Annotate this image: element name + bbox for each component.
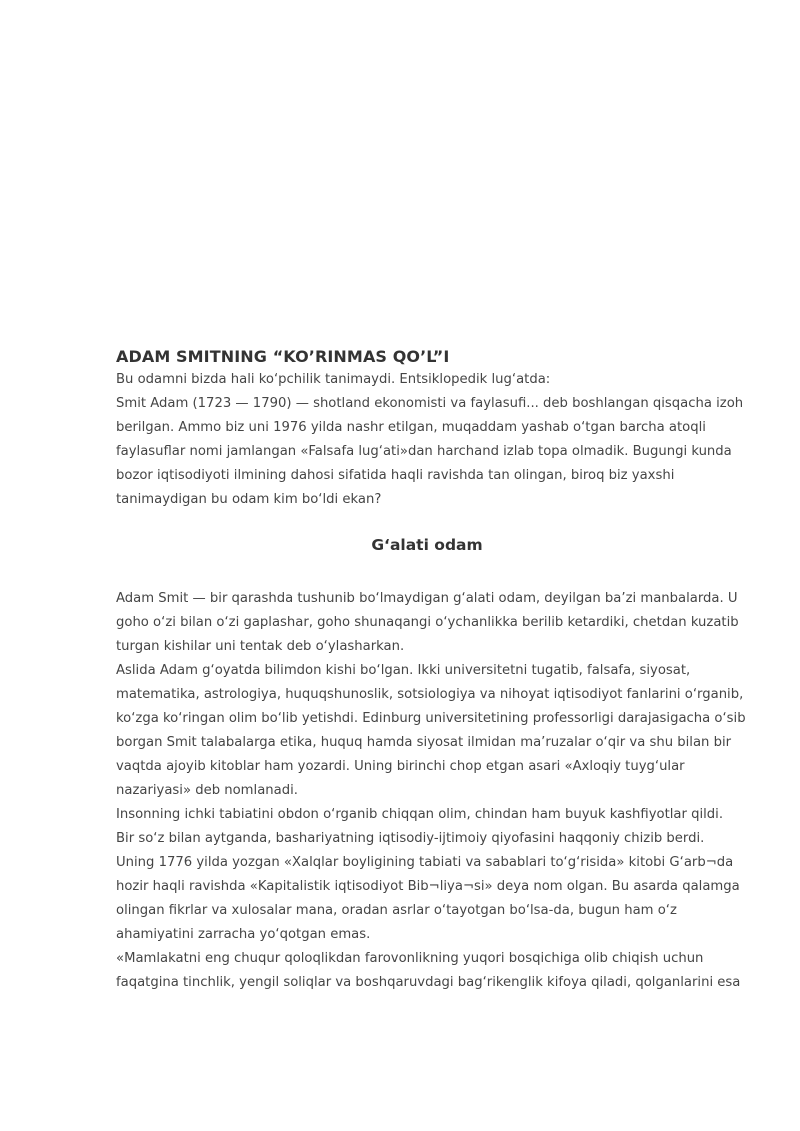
text-line: Uning 1776 yilda yozgan «Xalqlar boyligining tabiati va sabablari to‘g‘risida» kitobi G‘arb¬da bbox=[116, 855, 734, 870]
text-line: nazariyasi» deb nomlanadi. bbox=[116, 783, 298, 798]
text-line: matematika, astrologiya, huquqshunoslik, sotsiologiya va nihoyat iqtisodiyot fanlarini o‘rganib, bbox=[116, 687, 744, 702]
text-line: vaqtda ajoyib kitoblar ham yozardi. Uning birinchi chop etgan asari «Axloqiy tuyg‘ular bbox=[116, 759, 685, 774]
text-line: hozir haqli ravishda «Kapitalistik iqtisodiyot Bib¬liya¬si» deya nom olgan. Bu asarda qalamga bbox=[116, 879, 740, 894]
text-line: faqatgina tinchlik, yengil soliqlar va boshqaruvdagi bag‘rikenglik kifoya qiladi, qolganlarini esa bbox=[116, 975, 741, 990]
text-line: ahamiyatini zarracha yo‘qotgan emas. bbox=[116, 927, 371, 942]
text-line: Smit Adam (1723 — 1790) — shotland ekonomisti va faylasufi... deb boshlangan qisqacha izoh bbox=[116, 396, 744, 411]
text-line: ko‘zga ko‘ringan olim bo‘lib yetishdi. Edinburg universitetining professorligi darajasigacha o‘sib bbox=[116, 711, 746, 726]
article-title: ADAM SMITNING “KO’RINMAS QO’L”I bbox=[116, 347, 450, 366]
text-line: faylasuflar nomi jamlangan «Falsafa lug‘ati»dan harchand izlab topa olmadik. Bugungi kunda bbox=[116, 444, 732, 459]
text-line: goho o‘zi bilan o‘zi gaplashar, goho shunaqangi o‘ychanlikka berilib ketardiki, chetdan kuzatib bbox=[116, 615, 739, 630]
text-line: «Mamlakatni eng chuqur qoloqlikdan farovonlikning yuqori bosqichiga olib chiqish uchun bbox=[116, 951, 704, 966]
article bbox=[116, 346, 746, 995]
text-line: tanimaydigan bu odam kim bo‘ldi ekan? bbox=[116, 492, 382, 507]
text-line: Adam Smit — bir qarashda tushunib bo‘lmaydigan g‘alati odam, deyilgan ba’zi manbalarda. U bbox=[116, 591, 738, 606]
intro-paragraph bbox=[116, 368, 744, 512]
text-line: Insonning ichki tabiatini obdon o‘rganib chiqqan olim, chindan ham buyuk kashfiyotlar qildi. bbox=[116, 807, 724, 822]
section-heading: G‘alati odam bbox=[371, 536, 483, 554]
text-line: Aslida Adam g‘oyatda bilimdon kishi bo‘lgan. Ikki universitetni tugatib, falsafa, siyosat, bbox=[116, 663, 691, 678]
text-line: bozor iqtisodiyoti ilmining dahosi sifatida haqli ravishda tan olingan, biroq biz yaxshi bbox=[116, 468, 675, 483]
section-body bbox=[116, 587, 746, 995]
text-line: borgan Smit talabalarga etika, huquq hamda siyosat ilmidan ma’ruzalar o‘qir va shu bilan bir bbox=[116, 735, 732, 750]
text-line: olingan fikrlar va xulosalar mana, oradan asrlar o‘tayotgan bo‘lsa-da, bugun ham o‘z bbox=[116, 903, 677, 918]
text-line: turgan kishilar uni tentak deb o‘ylasharkan. bbox=[116, 639, 405, 654]
text-line: berilgan. Ammo biz uni 1976 yilda nashr etilgan, muqaddam yashab o‘tgan barcha atoqli bbox=[116, 420, 706, 435]
text-line: Bu odamni bizda hali ko‘pchilik tanimaydi. Entsiklopedik lug‘atda: bbox=[116, 372, 551, 387]
text-line: Bir so‘z bilan aytganda, bashariyatning iqtisodiy-ijtimoiy qiyofasini haqqoniy chizib berdi. bbox=[116, 831, 705, 846]
